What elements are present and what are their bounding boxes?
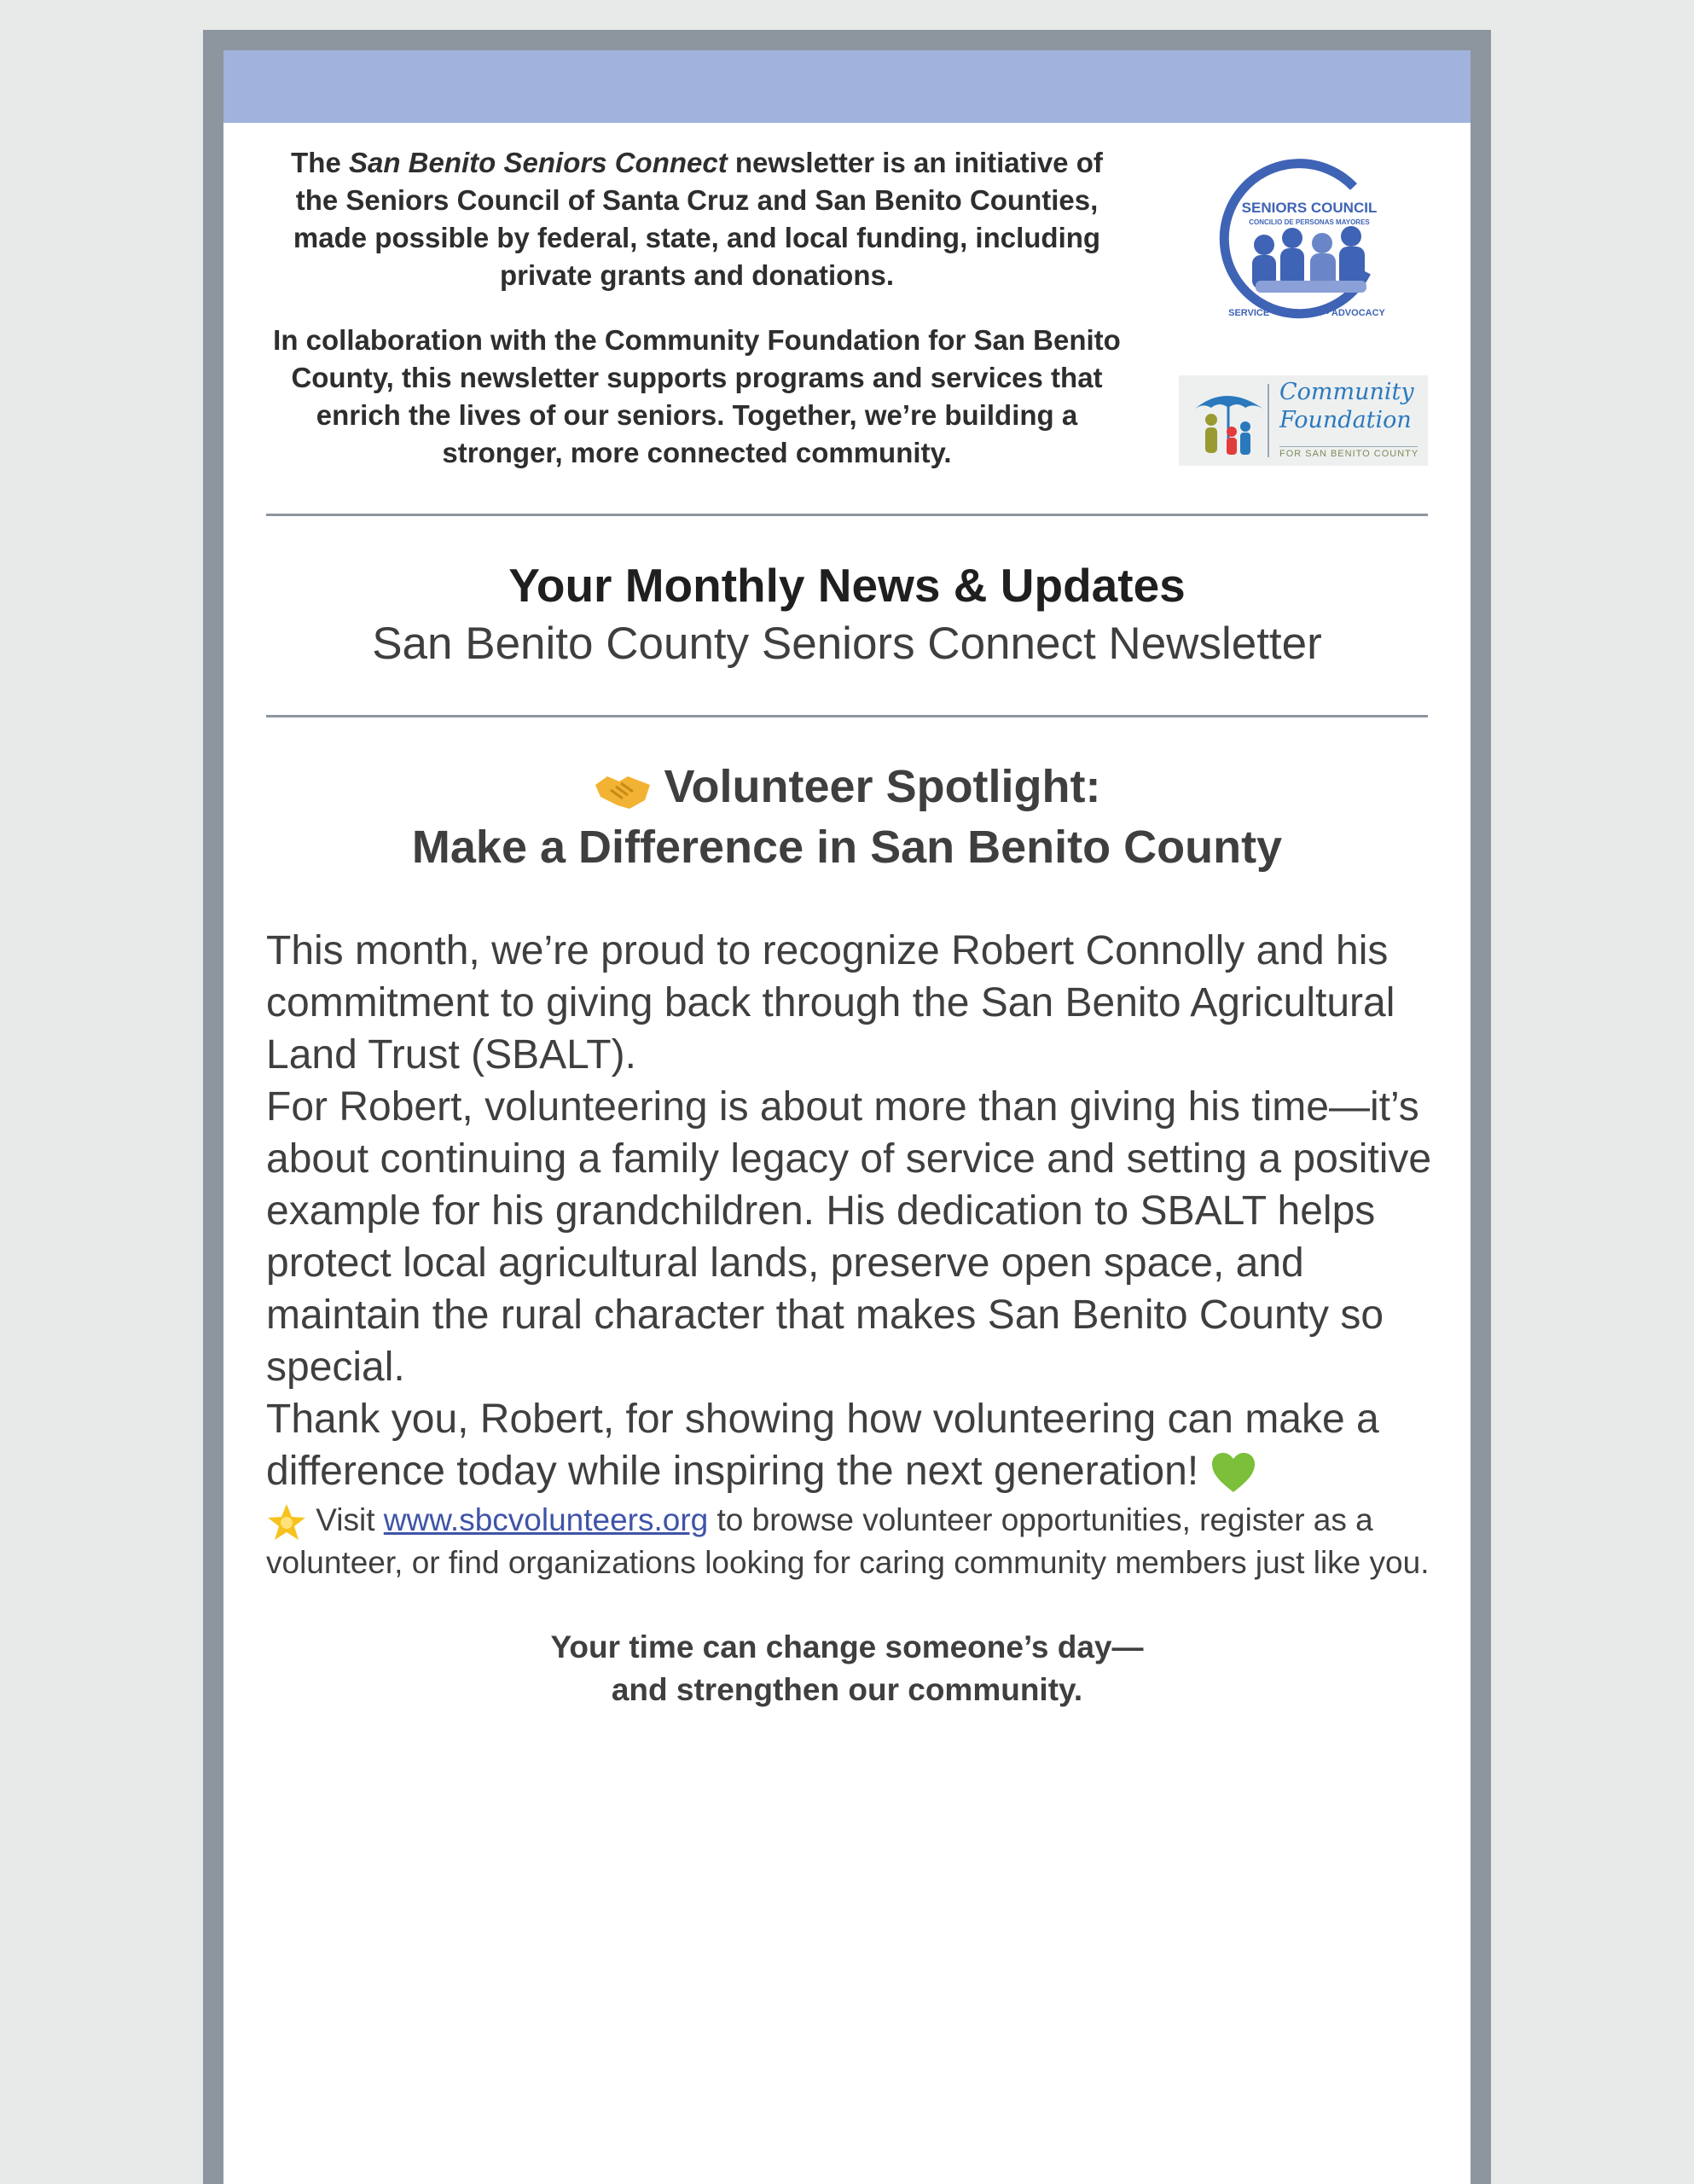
seniors-council-subname: CONCILIO DE PERSONAS MAYORES (1249, 218, 1370, 226)
page-title: Your Monthly News & Updates (508, 559, 1186, 612)
seniors-council-tagline: SERVICE • SUPPORT • ADVOCACY (1228, 308, 1385, 318)
intro-text (266, 144, 1128, 499)
spotlight-paragraph-1: This month, we’re proud to recognize Robert Connolly and his commitment to giving back through the San Benito Agricultural Land Trust (SBALT). (266, 928, 1395, 1077)
cf-line-3: FOR SAN BENITO COUNTY (1279, 446, 1418, 459)
green-heart-icon (1210, 1452, 1256, 1495)
divider-top (266, 514, 1428, 516)
spotlight-title-line-2: Make a Difference in San Benito County (411, 822, 1283, 873)
thank-you-text: Thank you, Robert, for showing how volunteering can make a difference today while inspiring the next generation! (266, 1397, 1379, 1494)
community-foundation-logo (1179, 375, 1428, 466)
cf-line-2: Foundation (1279, 407, 1412, 433)
handshake-icon (594, 768, 652, 812)
newsletter-page (223, 50, 1471, 2184)
divider-bottom (266, 715, 1428, 717)
spotlight-body (266, 925, 1452, 1497)
closing-line-2: and strengthen our community. (611, 1672, 1083, 1707)
volunteers-link[interactable]: www.sbcvolunteers.org (383, 1502, 709, 1537)
visit-prefix: Visit (316, 1502, 384, 1537)
star-icon (266, 1502, 307, 1542)
closing-text (223, 1626, 1471, 1711)
visit-paragraph (266, 1499, 1443, 1583)
logo-divider (1268, 384, 1269, 457)
intro-paragraph-2: In collaboration with the Community Foundation for San Benito County, this newsletter supports programs and services that enrich the lives of our seniors. Together, we’re building a stronger, more connected community. (273, 324, 1121, 468)
seniors-council-name: SENIORS COUNCIL (1241, 200, 1378, 216)
closing-line-1: Your time can change someone’s day— (550, 1629, 1144, 1664)
spotlight-paragraph-2: For Robert, volunteering is about more than giving his time—it’s about continuing a family legacy of service and setting a positive example for his grandchildren. His dedication to SBALT helps protect local agricultural lands, preserve open space, and maintain the rural character that makes San Benito County so special. (266, 1084, 1432, 1390)
newsletter-name: San Benito Seniors Connect (348, 147, 728, 178)
intro-prefix: The (291, 147, 349, 178)
page-subtitle: San Benito County Seniors Connect Newsletter (372, 619, 1322, 669)
spotlight-paragraph-3 (266, 1393, 1452, 1497)
intro-rest: newsletter is an initiative of the Seniors Council of Santa Cruz and San Benito Counties, made possible by federal, state, and local funding, including private grants and donations. (293, 147, 1103, 291)
spotlight-title-line-1: Volunteer Spotlight: (664, 761, 1101, 812)
header-band (223, 50, 1471, 123)
visit-rest: to browse volunteer opportunities, register as a volunteer, or find organizations looking for caring community members just like you. (266, 1502, 1430, 1581)
intro-paragraph-1 (266, 144, 1128, 294)
cf-line-1: Community (1279, 379, 1414, 405)
spotlight-heading (223, 757, 1471, 878)
umbrella-family-icon (1187, 382, 1273, 461)
seniors-council-logo (1204, 153, 1409, 323)
